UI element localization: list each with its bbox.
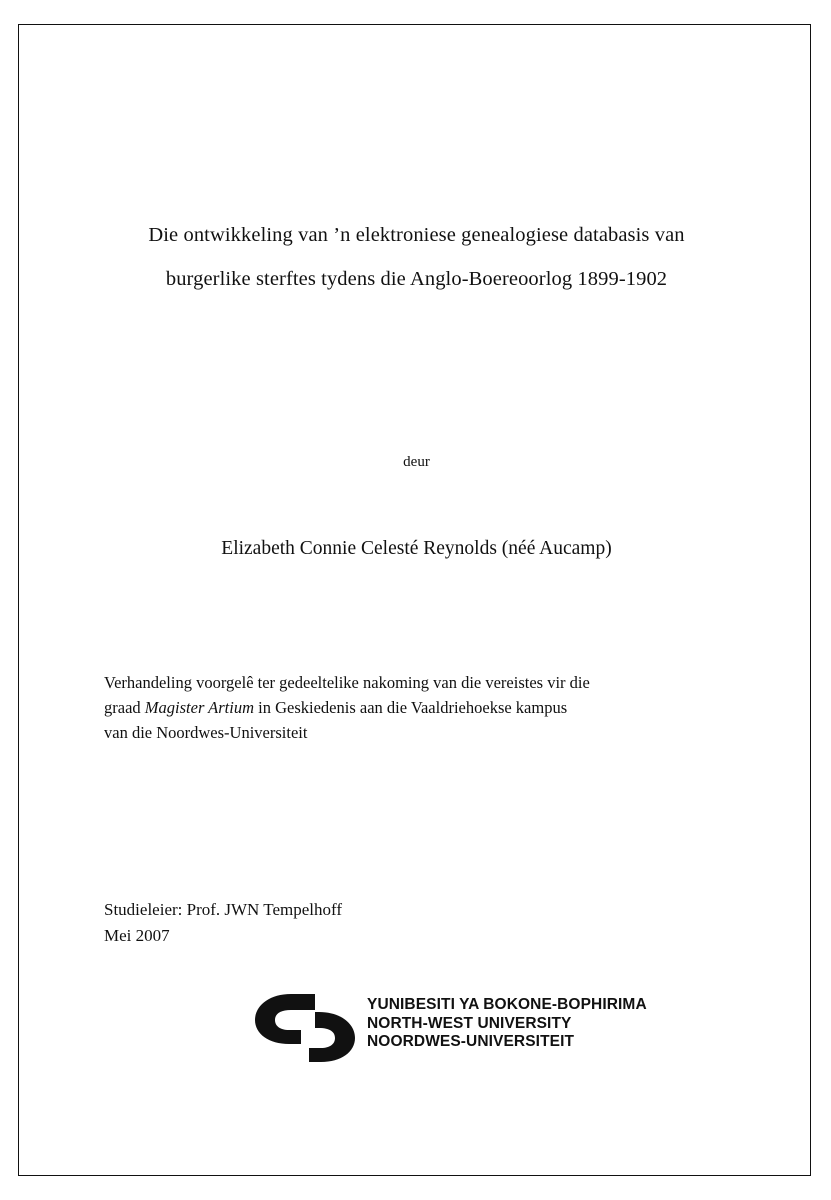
degree-statement-line-2-pre: graad: [104, 698, 145, 717]
degree-name: Magister Artium: [144, 698, 255, 717]
byline-label: deur: [403, 454, 430, 470]
supervisor-line: Studieleier: Prof. JWN Tempelhoff: [104, 900, 343, 919]
title-page: [18, 24, 811, 1176]
degree-statement: [104, 670, 729, 745]
north-west-university-logo-mark: [249, 990, 361, 1066]
degree-statement-line-2-post: in Geskiedenis aan die Vaaldriehoekse kampus: [254, 698, 568, 717]
university-logo-text: [367, 996, 647, 1052]
university-logo-text-line-3: NOORDWES-UNIVERSITEIT: [367, 1033, 575, 1050]
page-title-line-2: burgerlike sterftes tydens die Anglo-Boereoorlog 1899-1902: [165, 268, 668, 290]
degree-statement-line-3: van die Noordwes-Universiteit: [104, 723, 308, 742]
degree-statement-line-2: [104, 695, 729, 720]
degree-statement-line-1: Verhandeling voorgelê ter gedeeltelike nakoming van die vereistes vir die: [104, 673, 590, 692]
title-page-content: [104, 25, 729, 1175]
university-logo-text-line-1: YUNIBESITI YA BOKONE-BOPHIRIMA: [367, 996, 647, 1013]
university-logo: [249, 985, 669, 1075]
date-line: Mei 2007: [104, 926, 170, 945]
university-logo-text-line-2: NORTH-WEST UNIVERSITY: [367, 1014, 572, 1032]
page-title: [104, 213, 729, 301]
author-name: Elizabeth Connie Celesté Reynolds (néé Aucamp): [221, 538, 612, 559]
page-title-line-1: Die ontwikkeling van ’n elektroniese genealogiese databasis van: [148, 224, 685, 246]
